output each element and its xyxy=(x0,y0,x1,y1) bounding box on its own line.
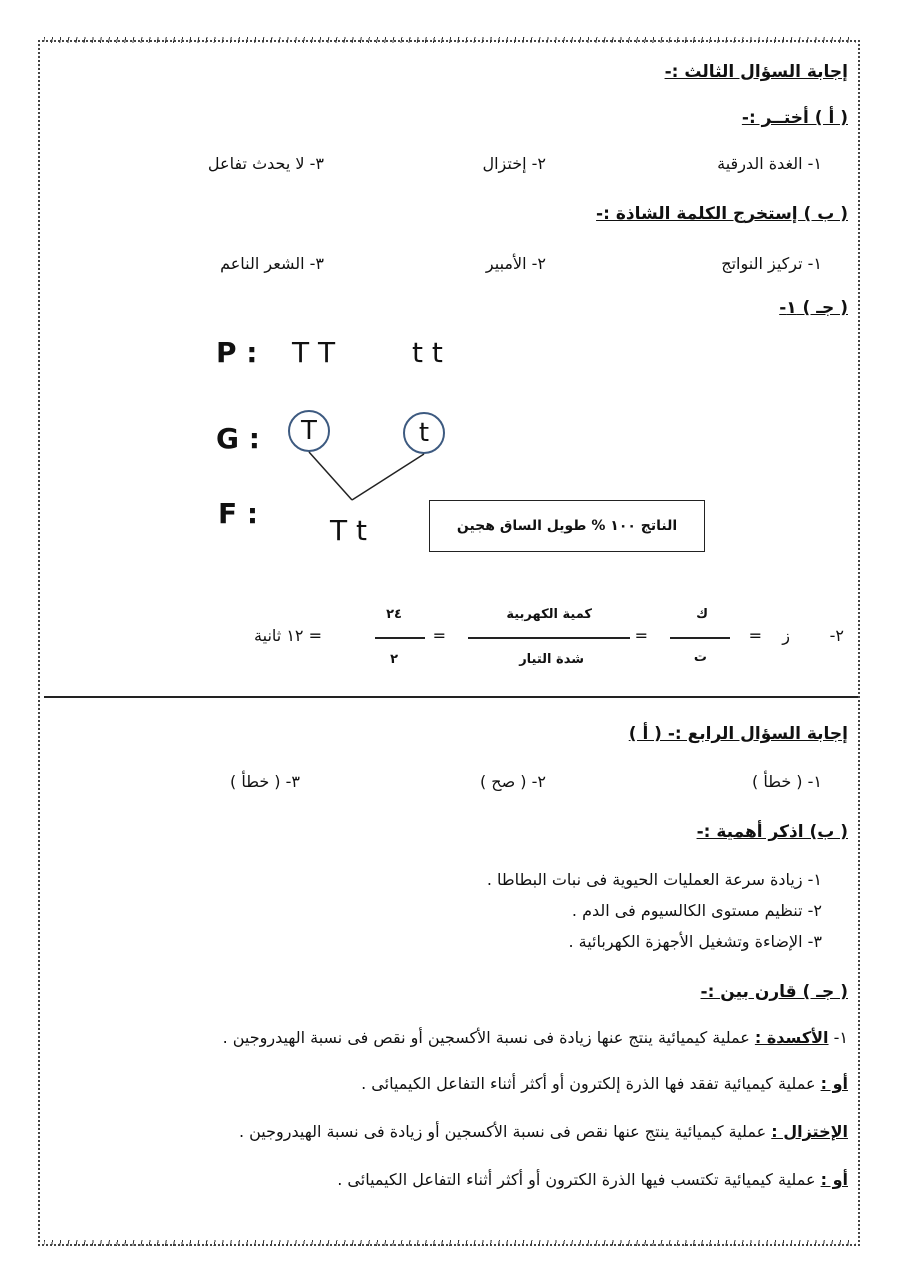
q4-a-option-3: ٣- ( خطأ ) xyxy=(230,772,300,791)
comparison-line-1-prefix: ١- xyxy=(833,1028,848,1047)
fraction-2-numerator: كمية الكهربية xyxy=(506,607,592,622)
equation-equals-1: = xyxy=(748,626,762,645)
q4-c-title: ( جـ ) قارن بين :- xyxy=(700,982,848,1002)
q3-c-title: ( جـ ) ١- xyxy=(779,298,848,318)
parent-genotype-left: T T xyxy=(292,336,336,369)
section-divider xyxy=(44,696,858,698)
q4-b-item-3: ٣- الإضاءة وتشغيل الأجهزة الكهربائية . xyxy=(568,932,822,951)
q4-b-item-2: ٢- تنظيم مستوى الكالسيوم فى الدم . xyxy=(571,901,822,920)
oxidation-alt-term: أو : xyxy=(820,1074,848,1093)
equation-equals-2: = xyxy=(634,626,648,645)
equation-result: = ١٢ ثانية xyxy=(254,626,322,645)
gamete-label: G : xyxy=(216,422,260,455)
oxidation-alt-definition: عملية كيميائية تفقد فها الذرة إلكترون أو أكثر أثناء التفاعل الكيميائى . xyxy=(361,1074,816,1093)
oxidation-term: الأكسدة : xyxy=(754,1028,829,1047)
q4-b-title: ( ب) اذكر أهمية :- xyxy=(696,822,848,842)
comparison-line-3 xyxy=(239,1122,848,1141)
reduction-definition: عملية كيميائية ينتج عنها نقص فى نسبة الأكسجين أو زيادة فى نسبة الهيدروجين . xyxy=(238,1122,767,1141)
q3-b-title: ( ب ) إستخرج الكلمة الشاذة :- xyxy=(596,204,848,224)
q3-b-option-1: ١- تركيز النواتج xyxy=(721,254,822,273)
q3-b-option-3: ٣- الشعر الناعم xyxy=(220,254,324,273)
fraction-1-denominator: ت xyxy=(693,650,707,665)
q3-a-title: ( أ ) أختــر :- xyxy=(741,108,848,128)
fraction-3-denominator: ٢ xyxy=(390,652,398,667)
gamete-circle-right: t xyxy=(403,412,445,454)
fraction-3-line xyxy=(375,637,425,639)
offspring-label: F : xyxy=(218,497,259,530)
equation-number: ٢- xyxy=(829,626,844,645)
q4-title: إجابة السؤال الرابع :- ( أ ) xyxy=(628,724,848,744)
comparison-line-2 xyxy=(361,1074,848,1093)
bottom-border-ticks xyxy=(44,1240,856,1246)
fraction-3-numerator: ٢٤ xyxy=(386,607,402,622)
q3-a-option-2: ٢- إختزال xyxy=(482,154,546,173)
fraction-2-line xyxy=(468,637,630,639)
q3-title: إجابة السؤال الثالث :- xyxy=(664,62,848,82)
q4-a-option-2: ٢- ( صح ) xyxy=(479,772,546,791)
reduction-alt-definition: عملية كيميائية تكتسب فيها الذرة الكترون أو أكثر أثناء التفاعل الكيميائى . xyxy=(337,1170,816,1189)
fraction-1-line xyxy=(670,637,730,639)
fraction-1-numerator: ك xyxy=(696,607,708,622)
offspring-genotype: T t xyxy=(330,514,367,547)
q3-a-option-1: ١- الغدة الدرقية xyxy=(717,154,822,173)
oxidation-definition: عملية كيميائية ينتج عنها زيادة فى نسبة الأكسجين أو نقص فى نسبة الهيدروجين . xyxy=(222,1028,750,1047)
parent-label: P : xyxy=(216,336,258,369)
q4-a-option-1: ١- ( خطأ ) xyxy=(752,772,822,791)
q4-b-item-1: ١- زيادة سرعة العمليات الحيوية فى نبات البطاطا . xyxy=(486,870,822,889)
fraction-2-denominator: شدة التيار xyxy=(519,652,584,667)
comparison-line-1 xyxy=(223,1028,848,1047)
equation-z: ز xyxy=(782,626,790,645)
reduction-term: الإختزال : xyxy=(771,1122,848,1141)
comparison-line-4 xyxy=(337,1170,848,1189)
reduction-alt-term: أو : xyxy=(820,1170,848,1189)
gamete-circle-left: T xyxy=(288,410,330,452)
q3-b-option-2: ٢- الأمبير xyxy=(485,254,546,273)
parent-genotype-right: t t xyxy=(412,336,443,369)
equation-equals-3: = xyxy=(432,626,446,645)
q3-a-option-3: ٣- لا يحدث تفاعل xyxy=(207,154,324,173)
result-box: الناتج ١٠٠ % طويل الساق هجين xyxy=(429,500,705,552)
